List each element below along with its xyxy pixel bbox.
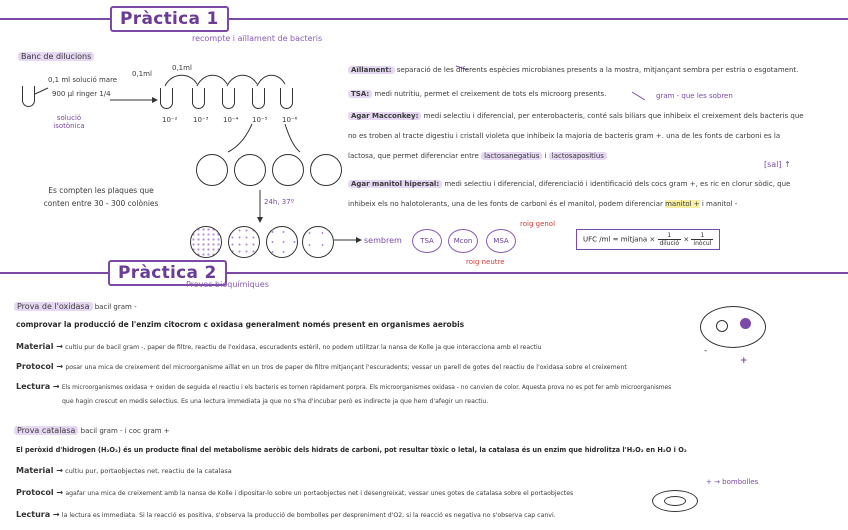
cat-lectura-line xyxy=(16,510,556,519)
medi-msa: MSA xyxy=(486,229,516,253)
sal-note: [sal] ↑ xyxy=(764,160,791,169)
mac-line-1 xyxy=(348,112,804,120)
oxidasa-heading: comprovar la producció de l'enzim citocrom c oxidasa generalment només present en organismes aerobis xyxy=(16,320,465,329)
cat-lectura-label: Lectura → xyxy=(16,510,60,519)
catalasa-line xyxy=(14,426,170,435)
arrow-label-1: 0,1ml xyxy=(132,70,152,78)
tsa-line xyxy=(348,90,606,98)
cat-protocol-line xyxy=(16,488,573,497)
cat-material-text: cultiu pur, portaobjectes net, reactiu de la catalasa xyxy=(65,467,232,475)
plate-count-4 xyxy=(302,226,334,258)
mid-rule-left xyxy=(0,272,108,274)
manitol-text-1: medi selectiu i diferencial, diferenciació i identificació dels cocs gram +, es ric en clorur sòdic, que xyxy=(444,180,791,188)
oxi-protocol-line xyxy=(16,362,627,371)
mac-label: Agar Macconkey: xyxy=(348,112,421,120)
practica2-title: Pràctica 2 xyxy=(108,260,227,286)
catalasa-heading: El peròxid d'hidrogen (H₂O₂) és un producte final del metabolisme aeròbic dels hidrats de carboni, pot resultar tòxic o letal, la catalasa és un enzim que hidrolitza l'H₂O₂ en H₂O i O₂ xyxy=(16,446,687,454)
cat-protocol-label: Protocol → xyxy=(16,488,64,497)
aillament-label: Aïllament: xyxy=(348,66,395,74)
mac-text-1: medi selectiu i diferencial, per enterobacteris, conté sals biliars que inhibeix el creixement dels bacteris que xyxy=(423,112,804,120)
cat-protocol-text: agafar una mica de creixement amb la nansa de Kolle i dipositar-lo sobre un portaobjectes net i desengreixat, vessar unes gotes de catalasa sobre el portaobjectes xyxy=(65,490,574,497)
gram-note: gram - que les sobren xyxy=(656,92,733,100)
plate-c xyxy=(272,154,304,186)
incubacio-label: 24h, 37º xyxy=(264,198,294,206)
tsa-label: TSA: xyxy=(348,90,372,98)
salina-label: solució isotònica xyxy=(53,114,85,130)
plate-d xyxy=(310,154,342,186)
dil-2: 900 µl ringer 1/4 xyxy=(52,90,111,98)
manitol-neg: i manitol - xyxy=(699,200,738,208)
exponent-3: 10⁻⁴ xyxy=(223,116,239,124)
colony-positive xyxy=(740,318,751,329)
manitol-pos: manitol + xyxy=(665,200,700,208)
mac-text-3: lactosa, que permet diferenciar entre xyxy=(348,152,479,160)
colony-negative xyxy=(716,320,728,332)
cat-lectura-text: la lectura es immediata. Si la reacció es positiva, s'observa la producció de bombolles per despreniment d'O2, si la reacció es negativa no s'observa cap canvi. xyxy=(61,512,556,519)
manitol-label: Agar manitol hipersal: xyxy=(348,180,442,188)
oxidasa-line xyxy=(14,302,137,311)
ufc-text: UFC /ml = mitjana × xyxy=(583,235,656,244)
plate-count-2 xyxy=(228,226,260,258)
aillament-line xyxy=(348,66,798,74)
oxi-lectura-line xyxy=(16,382,671,391)
tsa-text: medi nutritiu, permet el creixement de tots els microorg presents. xyxy=(374,90,607,98)
lac-and: i xyxy=(542,152,549,160)
oxi-lectura-text-2: que hagin crescut en medis selectius. Es una lectura immediata ja que no s'ha d'incubar però es indirecte ja que hem d'afegir un reactiu. xyxy=(62,398,489,405)
plus-sign: + xyxy=(740,356,748,366)
compten-text: Es compten les plaques que conten entre 30 - 300 colònies xyxy=(43,186,159,208)
lac-neg: lactosanegatius xyxy=(481,152,542,160)
cat-material-line xyxy=(16,466,232,475)
oxi-lectura-label: Lectura → xyxy=(16,382,60,391)
manitol-line-1 xyxy=(348,180,790,188)
exponent-1: 10⁻² xyxy=(162,116,178,124)
medi-tsa: TSA xyxy=(412,229,442,253)
manitol-line-2 xyxy=(348,200,737,208)
catalasa-tag: bacil gram - i coc gram + xyxy=(80,427,170,435)
arrow-label-2: 0,1ml xyxy=(172,64,192,72)
catalasa-label: Prova catalasa xyxy=(14,426,78,435)
practica2-subtitle: Proves bioquímiques xyxy=(186,280,269,289)
exponent-5: 10⁻⁶ xyxy=(282,116,298,124)
mac-text-2: no es troben al tracte digestiu i cristall violeta que inhibeix la majoria de bacteris gram +. una de les fonts de carboni es la xyxy=(348,132,781,140)
plate-b xyxy=(234,154,266,186)
oxi-material-text: cultiu pur de bacil gram -, paper de filtre, reactiu de l'oxidasa, escuradents estèril, no podem utilitzar la nansa de Kolle ja que interacciona amb el reactiu xyxy=(65,344,542,351)
practica1-subtitle: recompte i aïllament de bacteris xyxy=(192,34,323,43)
plate-count-3 xyxy=(266,226,298,258)
roig-neutre: roig neutre xyxy=(466,258,505,266)
oxi-material-label: Material → xyxy=(16,342,63,351)
manitol-text-2: inhibeix els no halotolerants, una de les fonts de carboni és el manitol, podem diferenciar xyxy=(348,200,663,208)
mac-line-3 xyxy=(348,152,607,160)
medi-mcon: Mcon xyxy=(448,229,478,253)
plate-a xyxy=(196,154,228,186)
oxi-material-line xyxy=(16,342,542,351)
frac-dilucio: $\frac{1}{\text{dilució}}$ xyxy=(659,232,680,247)
practica1-title: Pràctica 1 xyxy=(110,6,229,32)
cat-material-label: Material → xyxy=(16,466,63,475)
exponent-4: 10⁻⁵ xyxy=(252,116,268,124)
aillament-text: separació de les diferents espècies microbianes presents a la mostra, mitjançant sembra per estria o esgotament. xyxy=(396,66,799,74)
slide-drop-inner xyxy=(664,496,686,506)
sembrem-label: sembrem xyxy=(364,236,402,245)
banc-label: Banc de dilucions xyxy=(18,52,94,61)
minus-sign: - xyxy=(704,346,708,356)
oxi-protocol-text: posar una mica de creixement del microorganisme aïllat en un tros de paper de filtre mitjançant l'escuradents; vessar un parell de gotes del reactiu de l'oxidasa sobre el creixement xyxy=(65,364,627,371)
ufc-formula: UFC /ml = mitjana × $\frac{1}{\text{dilució}}$ × $\frac{1}{\text{inòcul}}$ xyxy=(576,229,720,250)
oxidasa-tag: bacil gram - xyxy=(94,303,137,311)
roig-genol: roig genol xyxy=(520,220,556,228)
frac-inocul: $\frac{1}{\text{inòcul}}$ xyxy=(693,232,712,247)
oxi-lectura-text-1: Els microorganismes oxidasa + oxiden de seguida el reactiu i els bacteris es tornen ràpidament porpra. Els microorganismes oxidasa - no canvien de color. Aquesta prova no es pot fer amb microorganismes xyxy=(61,385,672,391)
bombolles-label: + → bombolles xyxy=(706,478,759,486)
dil-1: 0,1 ml solució mare xyxy=(48,76,118,84)
oxidasa-label: Prova de l'oxidasa xyxy=(14,302,93,311)
lac-pos: lactosapositius xyxy=(549,152,607,160)
petri-oxidasa xyxy=(700,306,766,348)
mid-rule-right xyxy=(178,272,848,274)
oxi-protocol-label: Protocol → xyxy=(16,362,64,371)
plate-count-1 xyxy=(190,226,222,258)
exponent-2: 10⁻³ xyxy=(193,116,209,124)
